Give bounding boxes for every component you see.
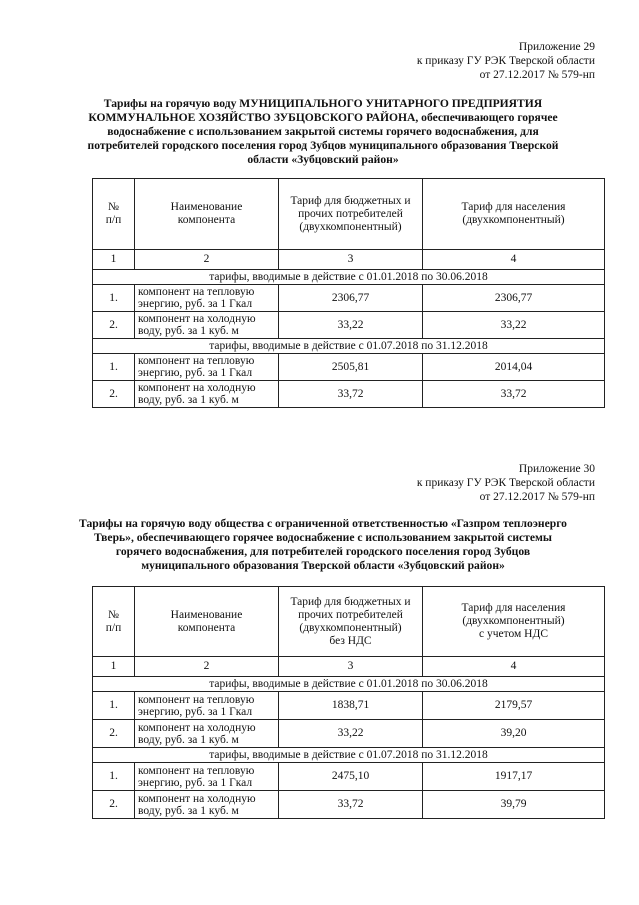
period-label: тарифы, вводимые в действие с 01.01.2018 по 30.06.2018 (93, 270, 605, 285)
title-line: Тарифы на горячую воду МУНИЦИПАЛЬНОГО УНИТАРНОГО ПРЕДПРИЯТИЯ (103, 97, 543, 110)
appendix-29-title (78, 97, 568, 167)
row-population-value: 1917,17 (423, 763, 605, 791)
header-budget-tariff: Тариф для бюджетных и прочих потребителей (двухкомпонентный) (279, 179, 423, 250)
table-row (93, 285, 605, 312)
table-row (93, 381, 605, 408)
row-budget-value: 1838,71 (279, 692, 423, 720)
col-number: 2 (135, 657, 279, 677)
row-num: 2. (93, 791, 135, 819)
table-row (93, 763, 605, 791)
row-num: 1. (93, 763, 135, 791)
col-number: 4 (423, 250, 605, 270)
row-population-value: 39,79 (423, 791, 605, 819)
table-header-row (93, 587, 605, 657)
row-num: 2. (93, 312, 135, 339)
table-row (93, 791, 605, 819)
col-number: 1 (93, 250, 135, 270)
appendix-order: к приказу ГУ РЭК Тверской области (416, 55, 595, 67)
column-number-row (93, 250, 605, 270)
row-num: 2. (93, 381, 135, 408)
header-population-tariff: Тариф для населения (двухкомпонентный) с учетом НДС (423, 587, 605, 657)
row-component: компонент на тепловую энергию, руб. за 1 Гкал (135, 354, 279, 381)
header-component-name: Наименование компонента (135, 179, 279, 250)
table-row (93, 720, 605, 748)
period-label: тарифы, вводимые в действие с 01.01.2018 по 30.06.2018 (93, 677, 605, 692)
title-line: потребителей городского поселения город Зубцов муниципального образования Тверской (87, 139, 559, 152)
appendix-number: Приложение 29 (518, 41, 595, 53)
appendix-number: Приложение 30 (518, 463, 595, 475)
row-population-value: 2014,04 (423, 354, 605, 381)
appendix-date: от 27.12.2017 № 579-нп (479, 491, 595, 503)
row-budget-value: 33,22 (279, 720, 423, 748)
title-line: горячего водоснабжения, для потребителей городского поселения город Зубцов (115, 545, 531, 558)
col-number: 3 (279, 250, 423, 270)
row-population-value: 33,72 (423, 381, 605, 408)
period-label: тарифы, вводимые в действие с 01.07.2018 по 31.12.2018 (93, 748, 605, 763)
row-component: компонент на холодную воду, руб. за 1 куб. м (135, 720, 279, 748)
row-population-value: 39,20 (423, 720, 605, 748)
row-num: 2. (93, 720, 135, 748)
header-component-name: Наименование компонента (135, 587, 279, 657)
period-row (93, 339, 605, 354)
row-budget-value: 2505,81 (279, 354, 423, 381)
tariff-table-29 (92, 178, 605, 408)
appendix-30-header (417, 462, 595, 504)
table-row (93, 312, 605, 339)
col-number: 1 (93, 657, 135, 677)
appendix-29-header (417, 40, 595, 82)
header-num: № п/п (93, 587, 135, 657)
row-budget-value: 33,22 (279, 312, 423, 339)
period-row (93, 270, 605, 285)
row-budget-value: 2475,10 (279, 763, 423, 791)
title-line: Тверь», обеспечивающего горячее водоснабжение с использованием закрытой системы (94, 531, 552, 544)
row-population-value: 2306,77 (423, 285, 605, 312)
row-component: компонент на холодную воду, руб. за 1 куб. м (135, 312, 279, 339)
row-component: компонент на тепловую энергию, руб. за 1 Гкал (135, 692, 279, 720)
period-row (93, 748, 605, 763)
row-component: компонент на тепловую энергию, руб. за 1 Гкал (135, 285, 279, 312)
header-population-tariff: Тариф для населения (двухкомпонентный) (423, 179, 605, 250)
title-line: КОММУНАЛЬНОЕ ХОЗЯЙСТВО ЗУБЦОВСКОГО РАЙОНА, обеспечивающего горячее (88, 111, 558, 124)
table-row (93, 692, 605, 720)
table-header-row (93, 179, 605, 250)
period-row (93, 677, 605, 692)
row-num: 1. (93, 692, 135, 720)
row-budget-value: 2306,77 (279, 285, 423, 312)
row-budget-value: 33,72 (279, 381, 423, 408)
header-num: № п/п (93, 179, 135, 250)
row-population-value: 33,22 (423, 312, 605, 339)
appendix-30-title (78, 517, 568, 573)
row-population-value: 2179,57 (423, 692, 605, 720)
header-budget-tariff: Тариф для бюджетных и прочих потребителей (двухкомпонентный) без НДС (279, 587, 423, 657)
period-label: тарифы, вводимые в действие с 01.07.2018 по 31.12.2018 (93, 339, 605, 354)
appendix-order: к приказу ГУ РЭК Тверской области (416, 477, 595, 489)
tariff-table-30 (92, 586, 605, 819)
table-row (93, 354, 605, 381)
title-line: муниципального образования Тверской области «Зубцовский район» (141, 559, 505, 572)
col-number: 2 (135, 250, 279, 270)
row-budget-value: 33,72 (279, 791, 423, 819)
row-component: компонент на холодную воду, руб. за 1 куб. м (135, 791, 279, 819)
row-num: 1. (93, 285, 135, 312)
column-number-row (93, 657, 605, 677)
row-num: 1. (93, 354, 135, 381)
row-component: компонент на тепловую энергию, руб. за 1 Гкал (135, 763, 279, 791)
appendix-date: от 27.12.2017 № 579-нп (479, 69, 595, 81)
title-line: водоснабжение с использованием закрытой системы горячего водоснабжения, для (107, 125, 539, 138)
col-number: 4 (423, 657, 605, 677)
title-line: области «Зубцовский район» (247, 153, 399, 166)
col-number: 3 (279, 657, 423, 677)
title-line: Тарифы на горячую воду общества с ограниченной ответственностью «Газпром теплоэнерго (79, 517, 567, 530)
row-component: компонент на холодную воду, руб. за 1 куб. м (135, 381, 279, 408)
